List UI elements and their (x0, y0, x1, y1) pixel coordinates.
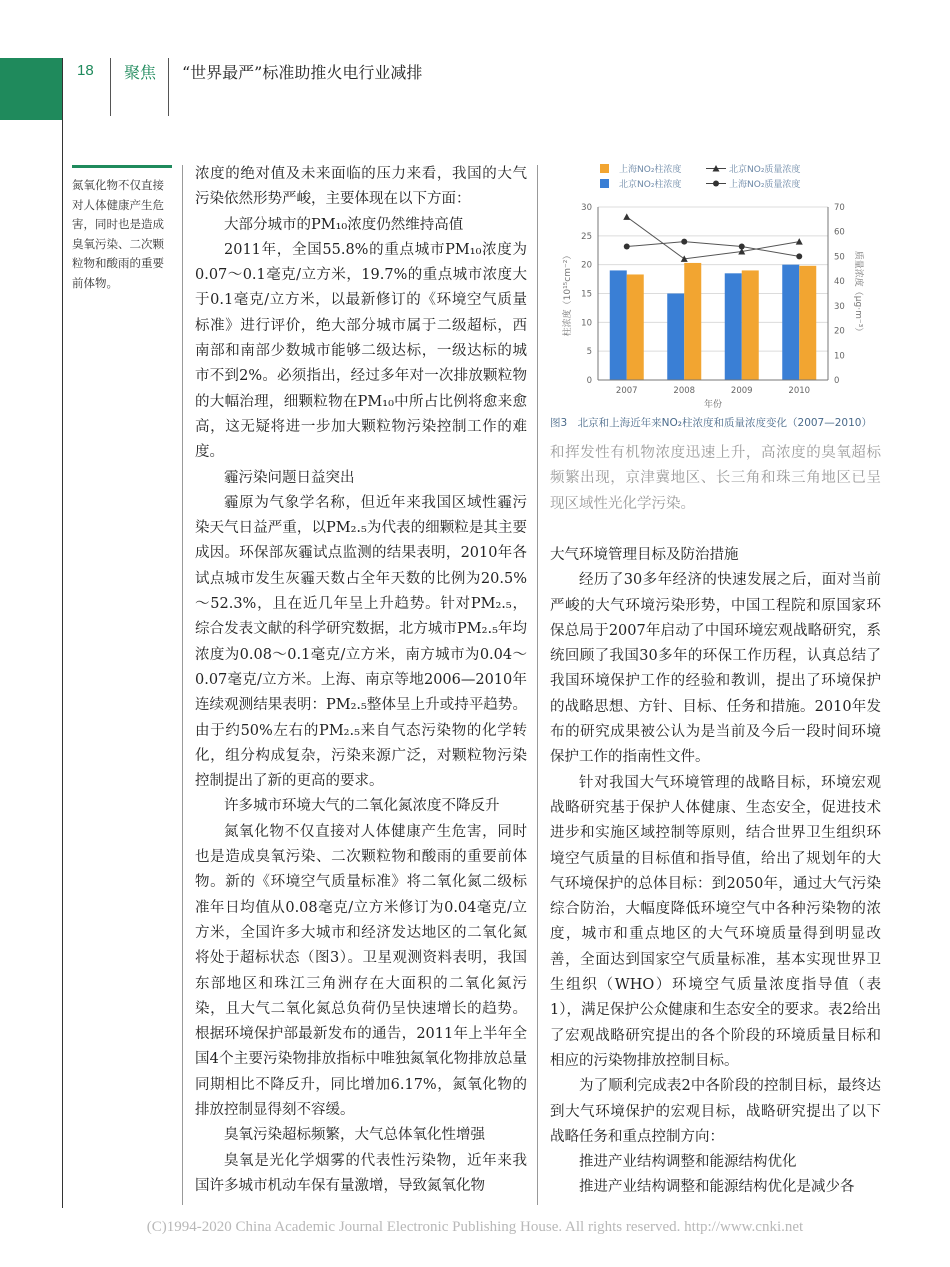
y2-tick-label: 20 (834, 326, 845, 337)
body-column-right (550, 543, 881, 1201)
legend-swatch (600, 164, 609, 173)
legend-swatch (600, 179, 609, 188)
legend-label: 上海NO₂质量浓度 (729, 180, 801, 190)
bar (667, 294, 684, 381)
bar (725, 273, 742, 380)
legend-label: 北京NO₂柱浓度 (619, 180, 682, 190)
legend-label: 北京NO₂质量浓度 (729, 165, 801, 175)
subheading: 推进产业结构调整和能源结构优化 (579, 1154, 797, 1171)
y2-tick-label: 0 (834, 376, 840, 386)
legend-label: 上海NO₂柱浓度 (619, 165, 682, 175)
paragraph: 推进产业结构调整和能源结构优化是减少各 (579, 1179, 855, 1196)
column-divider (537, 165, 538, 1205)
subheading: 臭氧污染超标频繁，大气总体氧化性增强 (224, 1127, 485, 1144)
subheading: 霾污染问题日益突出 (224, 469, 355, 486)
bar (782, 265, 799, 380)
y2-tick-label: 30 (834, 301, 845, 312)
y2-tick-label: 50 (834, 252, 845, 263)
y2-tick-label: 70 (834, 203, 845, 213)
subheading: 大气环境管理目标及防治措施 (550, 547, 739, 563)
y-axis-label: 柱浓度（10¹⁵cm⁻²） (563, 250, 573, 337)
section-label: 聚焦 (124, 63, 157, 82)
header-divider (110, 58, 111, 116)
paragraph: 为了顺利完成表2中各阶段的控制目标，最终达到大气环境保护的宏观目标，战略研究提出了以下战略任务和重点控制方向： (550, 1078, 881, 1145)
subheading: 许多城市环境大气的二氧化氮浓度不降反升 (224, 798, 500, 815)
y2-axis-label: 质量浓度（μg·m⁻³） (853, 250, 863, 337)
header-accent-bar (0, 58, 63, 120)
y-tick-label: 20 (581, 260, 592, 271)
sidenote-rule (72, 165, 172, 168)
paragraph: 经历了30多年经济的快速发展之后，面对当前严峻的大气环境污染形势，中国工程院和原国家环保总局于2007年启动了中国环境宏观战略研究，系统回顾了我国30多年的环保工作历程，认真总结了我国环境保护工作的经验和教训，提出了环境保护的战略思想、方针、目标、任务和措施。2010年发布的研究成果被公认为是当前及今后一段时间环境保护工作的指南性文件。 (550, 572, 881, 766)
point (739, 244, 745, 250)
legend-marker (713, 181, 719, 187)
paragraph: 浓度的绝对值及未来面临的压力来看，我国的大气污染依然形势严峻，主要体现在以下方面： (195, 166, 527, 208)
bar (742, 270, 759, 380)
y-tick-label: 0 (586, 376, 592, 386)
y-tick-label: 15 (581, 289, 592, 300)
sidenote: 氮氧化物不仅直接对人体健康产生危害，同时也是造成臭氧污染、二次颗粒物和酸雨的重要前体物。 (72, 178, 164, 290)
point (624, 244, 630, 250)
column-divider (182, 165, 183, 1205)
body-column-left (195, 162, 527, 1199)
copyright-footer: (C)1994-2020 China Academic Journal Electronic Publishing House. All rights reserved. http://www.cnki.net (146, 1219, 804, 1235)
paragraph: 2011年，全国55.8%的重点城市PM₁₀浓度为0.07～0.1毫克/立方米，19.7%的重点城市浓度大于0.1毫克/立方米，以最新修订的《环境空气质量标准》进行评价，绝大部分城市属于二级超标，西南部和南部少数城市能够二级达标，一级达标的城市不到2%。必须指出，经过多年对一次排放颗粒物的大幅治理，细颗粒物在PM₁₀中所占比例将愈来愈高，这无疑将进一步加大颗粒物污染控制工作的难度。 (195, 241, 527, 461)
x-tick-label: 2010 (788, 386, 811, 396)
figure-caption: 图3 北京和上海近年来NO₂柱浓度和质量浓度变化（2007—2010） (550, 417, 872, 429)
figure-3-chart (550, 160, 885, 415)
no2-chart (550, 160, 885, 415)
paragraph: 霾原为气象学名称，但近年来我国区域性霾污染天气日益严重，以PM₂.₅为代表的细颗粒是其主要成因。环保部灰霾试点监测的结果表明，2010年各试点城市发生灰霾天数占全年天数的比例为20.5%～52.3%，且在近几年呈上升趋势。针对PM₂.₅，综合发表文献的科学研究数据，北方城市PM₂.₅年均浓度为0.08～0.1毫克/立方米，南方城市为0.04～0.07毫克/立方米。上海、南京等地2006—2010年连续观测结果表明：PM₂.₅整体呈上升或持平趋势。由于约50%左右的PM₂.₅来自气态污染物的化学转化，组分构成复杂，污染来源广泛，对颗粒物污染控制提出了新的更高的要求。 (195, 494, 527, 790)
x-tick-label: 2009 (730, 386, 753, 396)
x-axis-label: 年份 (703, 400, 723, 410)
paragraph: 针对我国大气环境管理的战略目标，环境宏观战略研究基于保护人体健康、生态安全，促进技术进步和实施区域控制等原则，结合世界卫生组织环境空气质量的目标值和指导值，给出了规划年的大气环境保护的总体目标：到2050年，通过大气污染综合防治，大幅度降低环境空气中各种污染物的浓度，城市和重点地区的大气环境质量得到明显改善，全面达到国家空气质量标准，基本实现世界卫生组织（WHO）环境空气质量浓度指导值（表1），满足保护公众健康和生态安全的要求。表2给出了宏观战略研究提出的各个阶段的环境质量目标和相应的污染物排放控制目标。 (550, 774, 881, 1069)
paragraph: 臭氧是光化学烟雾的代表性污染物，近年来我国许多城市机动车保有量激增，导致氮氧化物 (195, 1152, 527, 1194)
bar (684, 263, 701, 380)
y-tick-label: 5 (586, 347, 592, 358)
y2-tick-label: 10 (834, 351, 845, 362)
figure-continuation-text: 和挥发性有机物浓度迅速上升，高浓度的臭氧超标频繁出现，京津冀地区、长三角和珠三角地区已呈现区域性光化学污染。 (550, 445, 881, 512)
paragraph: 氮氧化物不仅直接对人体健康产生危害，同时也是造成臭氧污染、二次颗粒物和酸雨的重要前体物。新的《环境空气质量标准》将二氧化氮二级标准年日均值从0.08毫克/立方米修订为0.04毫克/立方米，全国许多大城市和经济发达地区的二氧化氮将处于超标状态（图3）。卫星观测资料表明，我国东部地区和珠江三角洲存在大面积的二氧化氮污染，且大气二氧化氮总负荷仍呈快速增长的趋势。根据环境保护部最新发布的通告，2011年上半年全国4个主要污染物排放指标中唯独氮氧化物排放总量同期相比不降反升，同比增加6.17%，氮氧化物的排放控制显得刻不容缓。 (195, 823, 527, 1118)
x-tick-label: 2008 (673, 386, 696, 396)
left-margin-rule (62, 58, 63, 1208)
y2-tick-label: 60 (834, 227, 845, 238)
point (796, 253, 802, 259)
point (681, 239, 687, 245)
header-divider (168, 58, 169, 116)
y2-tick-label: 40 (834, 277, 845, 288)
article-title: “世界最严”标准助推火电行业减排 (182, 63, 423, 82)
page-number: 18 (77, 62, 94, 79)
subheading: 大部分城市的PM₁₀浓度仍然维持高值 (224, 216, 464, 233)
y-tick-label: 30 (581, 203, 592, 213)
y-tick-label: 25 (581, 231, 592, 242)
bar (610, 270, 627, 380)
y-tick-label: 10 (581, 318, 592, 329)
bar (627, 274, 644, 380)
bar (799, 266, 816, 380)
x-tick-label: 2007 (615, 386, 638, 396)
